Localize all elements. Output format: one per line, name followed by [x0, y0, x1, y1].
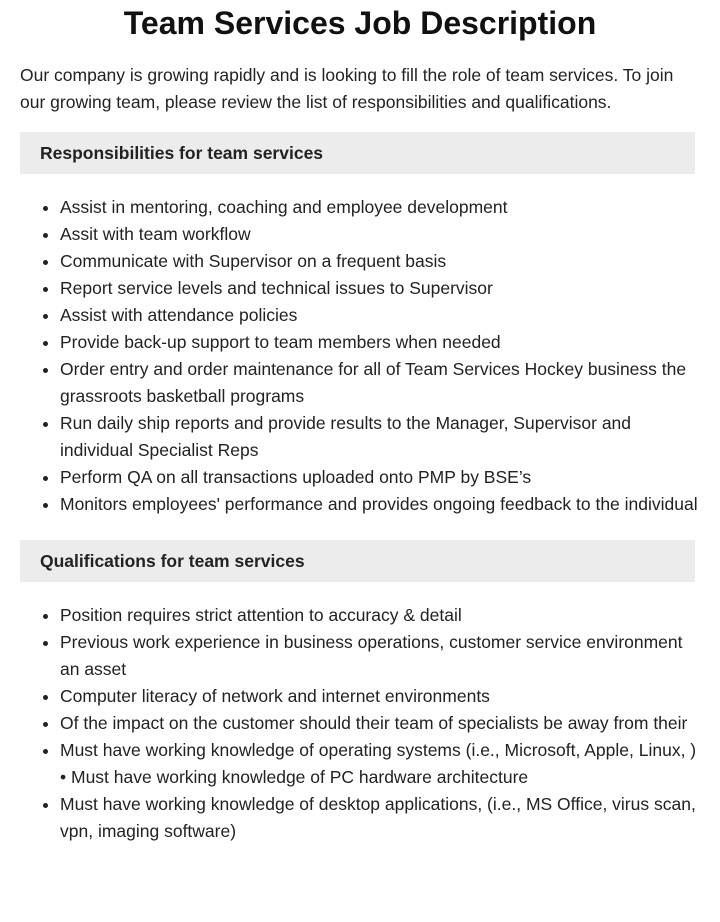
list-item: Previous work experience in business operations, customer service environment an asset [60, 629, 700, 683]
list-item: Communicate with Supervisor on a frequent basis [60, 248, 700, 275]
responsibilities-heading: Responsibilities for team services [20, 132, 695, 174]
list-item: Must have working knowledge of desktop applications, (i.e., MS Office, virus scan, vpn, imaging software) [60, 791, 700, 845]
list-item: Monitors employees' performance and provides ongoing feedback to the individual [60, 491, 700, 518]
list-item: Assit with team workflow [60, 221, 700, 248]
qualifications-heading: Qualifications for team services [20, 540, 695, 582]
list-item: Order entry and order maintenance for all of Team Services Hockey business the grassroots basketball programs [60, 356, 700, 410]
list-item: Report service levels and technical issues to Supervisor [60, 275, 700, 302]
list-item: Assist in mentoring, coaching and employee development [60, 194, 700, 221]
qualifications-list [0, 602, 700, 845]
list-item: Assist with attendance policies [60, 302, 700, 329]
intro-paragraph: Our company is growing rapidly and is looking to fill the role of team services. To join our growing team, please review the list of responsibilities and qualifications. [20, 65, 674, 112]
list-item: Perform QA on all transactions uploaded onto PMP by BSE’s [60, 464, 700, 491]
list-item: Of the impact on the customer should their team of specialists be away from their [60, 710, 700, 737]
list-item: Provide back-up support to team members when needed [60, 329, 700, 356]
list-item: Run daily ship reports and provide results to the Manager, Supervisor and individual Specialist Reps [60, 410, 700, 464]
list-item: Computer literacy of network and internet environments [60, 683, 700, 710]
section-spacer [0, 518, 720, 524]
list-item: Must have working knowledge of operating systems (i.e., Microsoft, Apple, Linux, ) • Must have working knowledge of PC hardware architecture [60, 737, 700, 791]
page-title: Team Services Job Description [123, 5, 597, 41]
responsibilities-list [0, 194, 700, 518]
list-item: Position requires strict attention to accuracy & detail [60, 602, 700, 629]
